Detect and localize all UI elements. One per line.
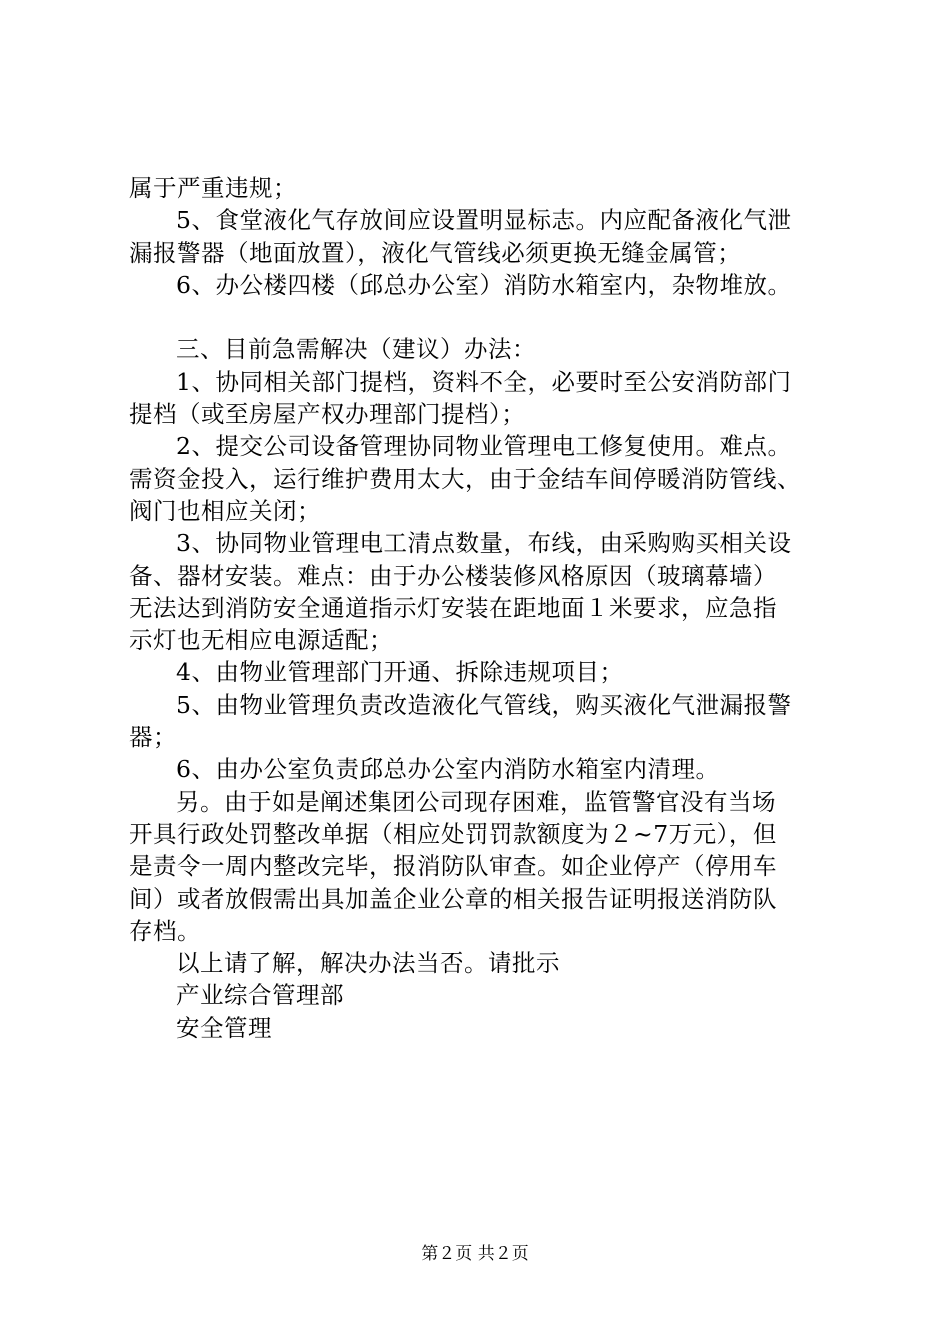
text-line: 是责令一周内整改完毕，报消防队审查。如企业停产（停用车 [129,852,777,881]
text-line: 属于严重违规； [129,174,297,202]
text-line: 2、提交公司设备管理协同物业管理电工修复使用。难点。 [176,432,792,461]
text-line: 漏报警器（地面放置），液化气管线必须更换无缝金属管； [129,238,742,267]
text-line: 开具行政处罚整改单据（相应处罚罚款额度为２~7万元），但 [129,819,777,848]
page-footer [0,1243,950,1265]
text-line: 器； [129,723,177,752]
text-line: 间）或者放假需出具加盖企业公章的相关报告证明报送消防队 [129,884,777,913]
section-heading: 三、目前急需解决（建议）办法： [176,335,536,364]
text-line: 3、协同物业管理电工清点数量，布线，由采购购买相关设 [176,529,792,558]
text-line: 5、食堂液化气存放间应设置明显标志。内应配备液化气泄 [176,206,792,235]
text-line: 6、办公楼四楼（邱总办公室）消防水箱室内，杂物堆放。 [176,270,792,299]
text-line: 5、由物业管理负责改造液化气管线，购买液化气泄漏报警 [176,690,792,719]
signature-department: 产业综合管理部 [176,981,344,1010]
text-line: 6、由办公室负责邱总办公室内消防水箱室内清理。 [176,755,720,784]
text-line: 另。由于如是阐述集团公司现存困难，监管警官没有当场 [176,787,776,816]
document-body [129,172,839,1044]
signature-unit: 安全管理 [176,1013,272,1042]
closing-line: 以上请了解，解决办法当否。请批示 [176,949,560,978]
text-line: 需资金投入，运行维护费用太大，由于金结车间停暖消防管线、 [129,464,801,493]
text-line: 无法达到消防安全通道指示灯安装在距地面１米要求，应急指 [129,593,777,622]
blank-line [129,301,839,333]
text-line: 存档。 [129,916,201,945]
text-line: 4、由物业管理部门开通、拆除违规项目； [176,658,624,687]
page-number: 第２页 共２页 [421,1244,529,1264]
text-line: 备、器材安装。难点：由于办公楼装修风格原因（玻璃幕墙） [129,561,777,590]
text-line: 提档（或至房屋产权办理部门提档）； [129,400,526,429]
text-line: 示灯也无相应电源适配； [129,626,393,655]
text-line: 1、协同相关部门提档，资料不全，必要时至公安消防部门 [176,367,792,396]
text-line: 阀门也相应关闭； [129,496,321,525]
